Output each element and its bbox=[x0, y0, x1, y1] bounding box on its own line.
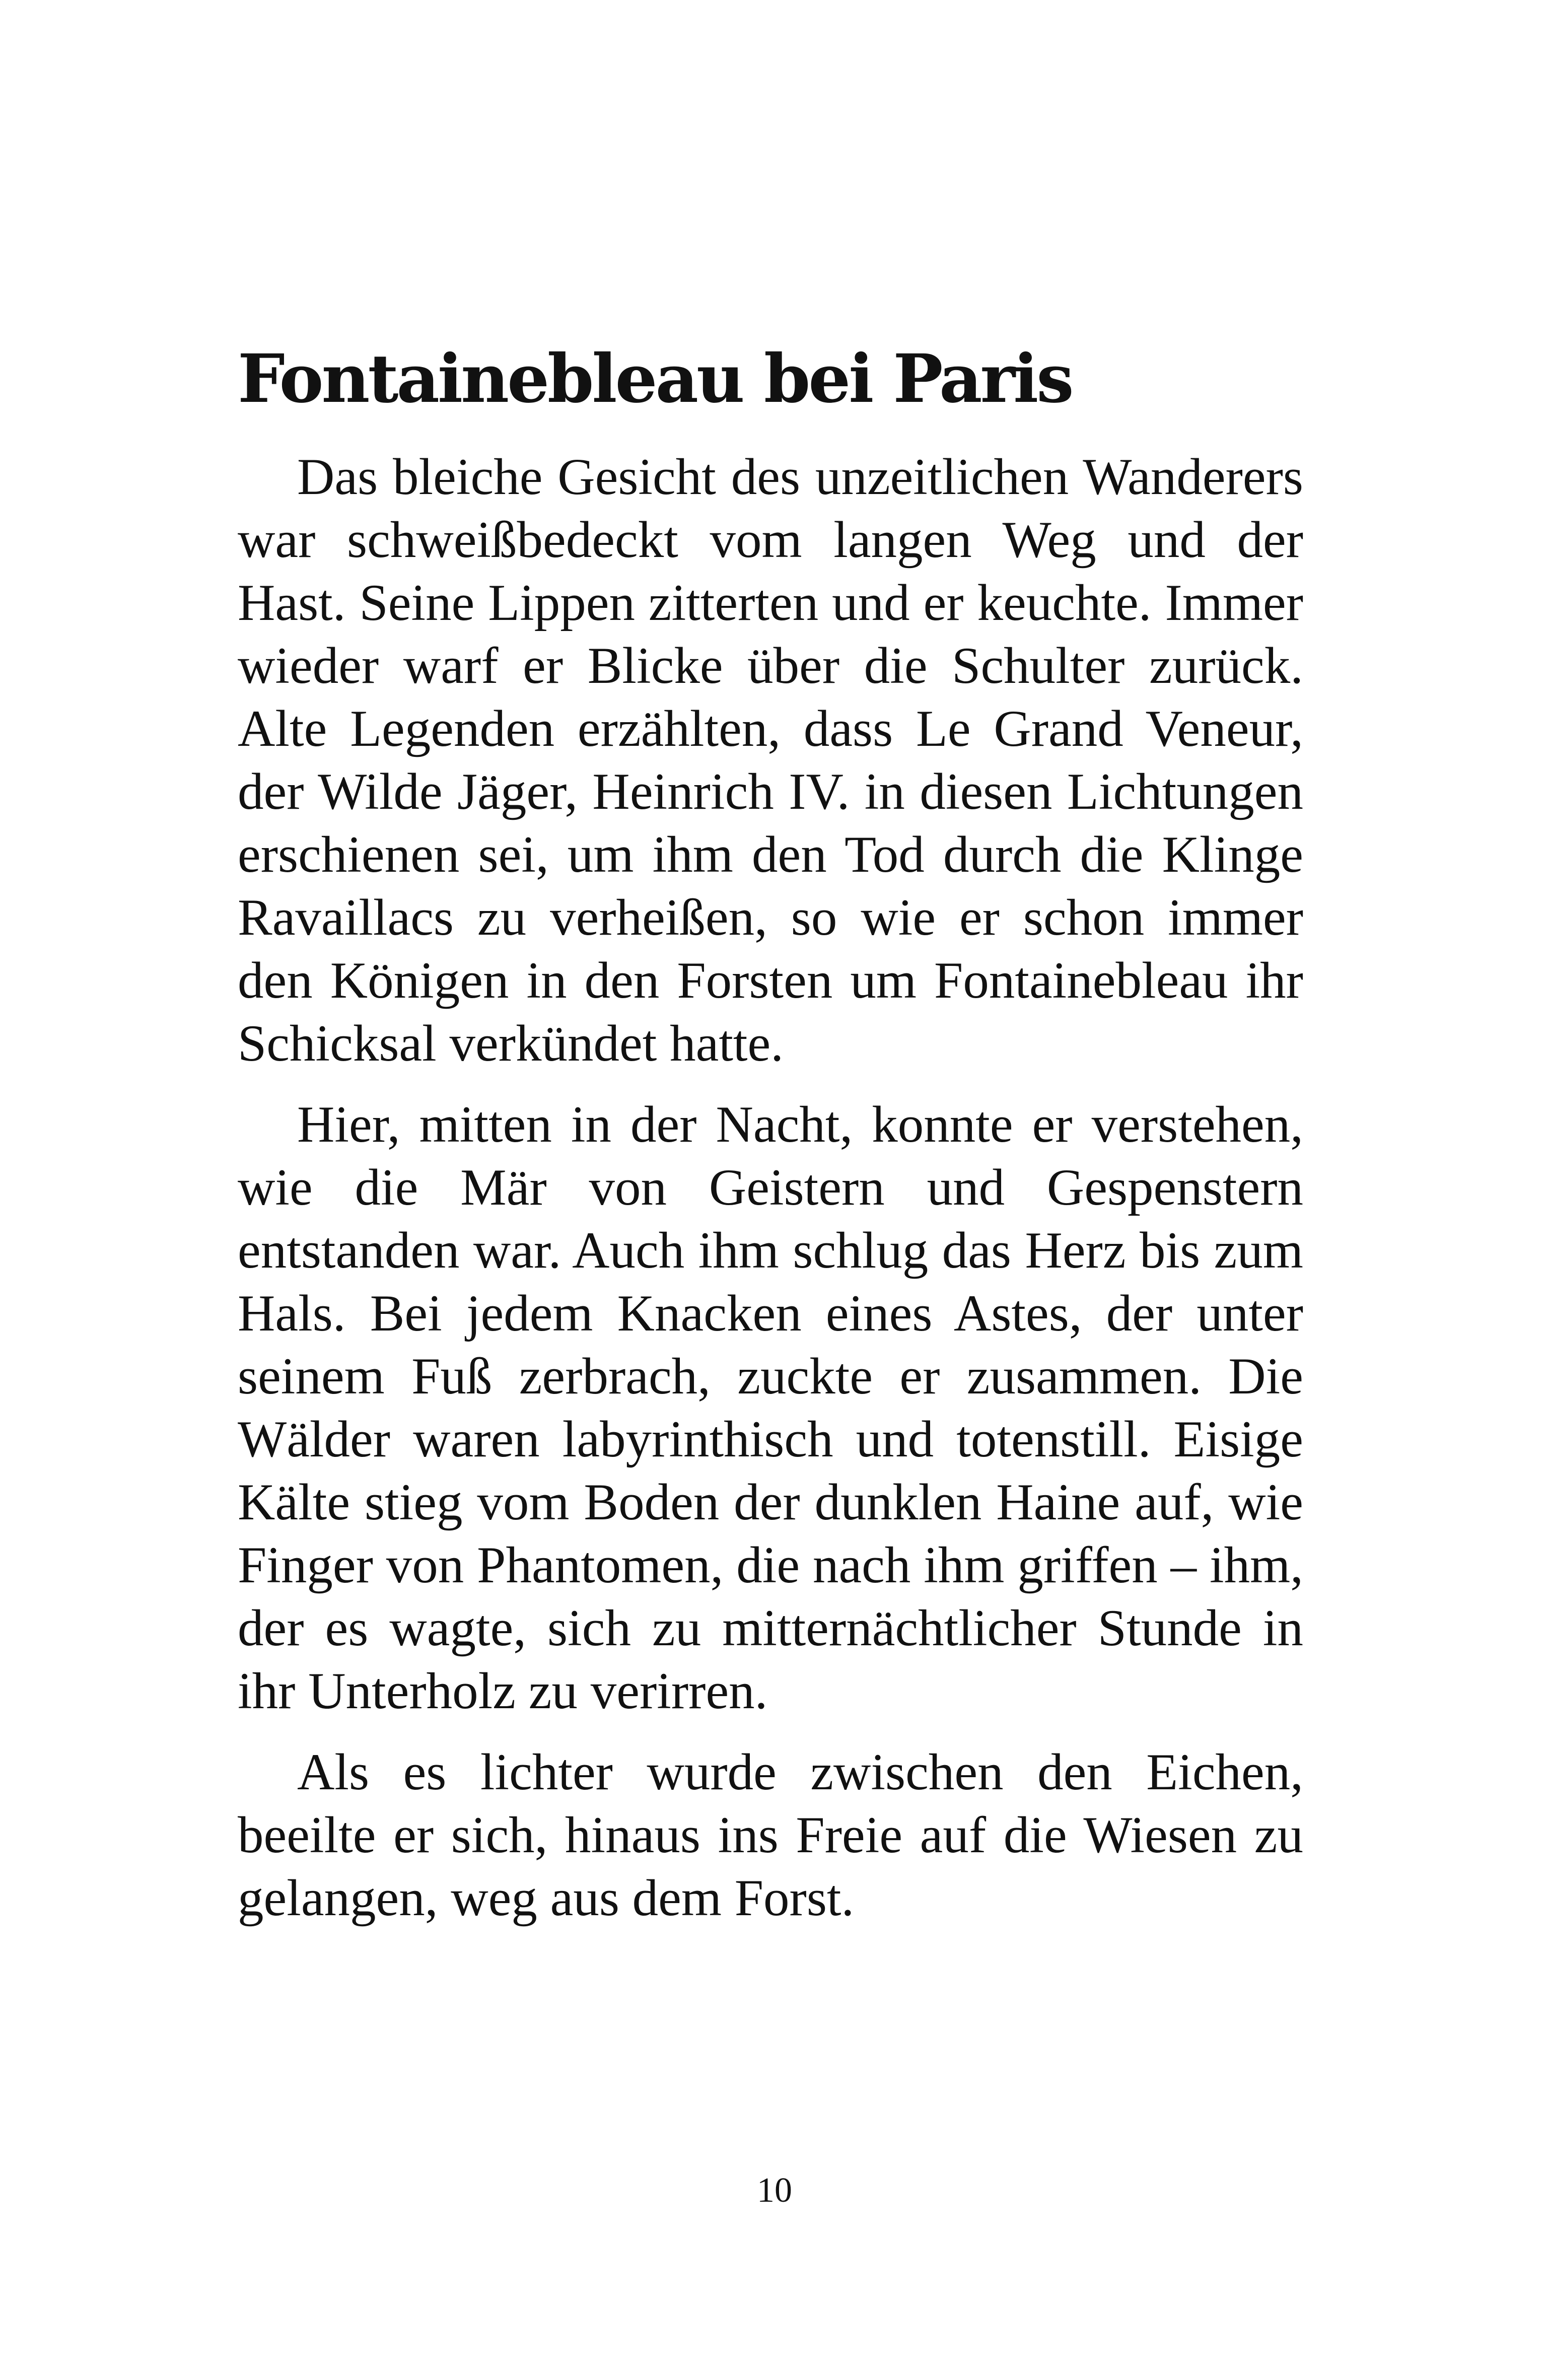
chapter-title: Fontainebleau bei Paris bbox=[238, 340, 1072, 418]
paragraph-3: Als es lichter wurde zwischen den Eichen, beeilte er sich, hinaus ins Freie auf die Wiesen zu gelangen, weg aus dem Forst. bbox=[238, 1743, 1303, 1927]
chapter-text bbox=[238, 342, 1303, 1948]
page-number: 10 bbox=[757, 2171, 792, 2210]
paragraph-1: Das bleiche Gesicht des unzeitlichen Wanderers war schweißbedeckt vom langen Weg und der Hast. Seine Lippen zitterten und er keuchte. Immer wieder warf er Blicke über die Schulter zurück. Alte Legenden erzählten, dass Le Grand Veneur, der Wilde Jäger, Heinrich IV. in diesen Lichtungen erschienen sei, um ihm den Tod durch die Klinge Ravaillacs zu verheißen, so wie er schon immer den Königen in den Forsten um Fontainebleau ihr Schicksal verkündet hatte. bbox=[238, 448, 1303, 1073]
paragraph-2: Hier, mitten in der Nacht, konnte er verstehen, wie die Mär von Geistern und Gespenstern entstanden war. Auch ihm schlug das Herz bis zum Hals. Bei jedem Knacken eines Astes, der unter seinem Fuß zerbrach, zuckte er zusammen. Die Wälder waren labyrinthisch und totenstill. Eisige Kälte stieg vom Boden der dunklen Haine auf, wie Finger von Phantomen, die nach ihm griffen – ihm, der es wagte, sich zu mitternächtlicher Stunde in ihr Unterholz zu verirren. bbox=[238, 1096, 1303, 1720]
